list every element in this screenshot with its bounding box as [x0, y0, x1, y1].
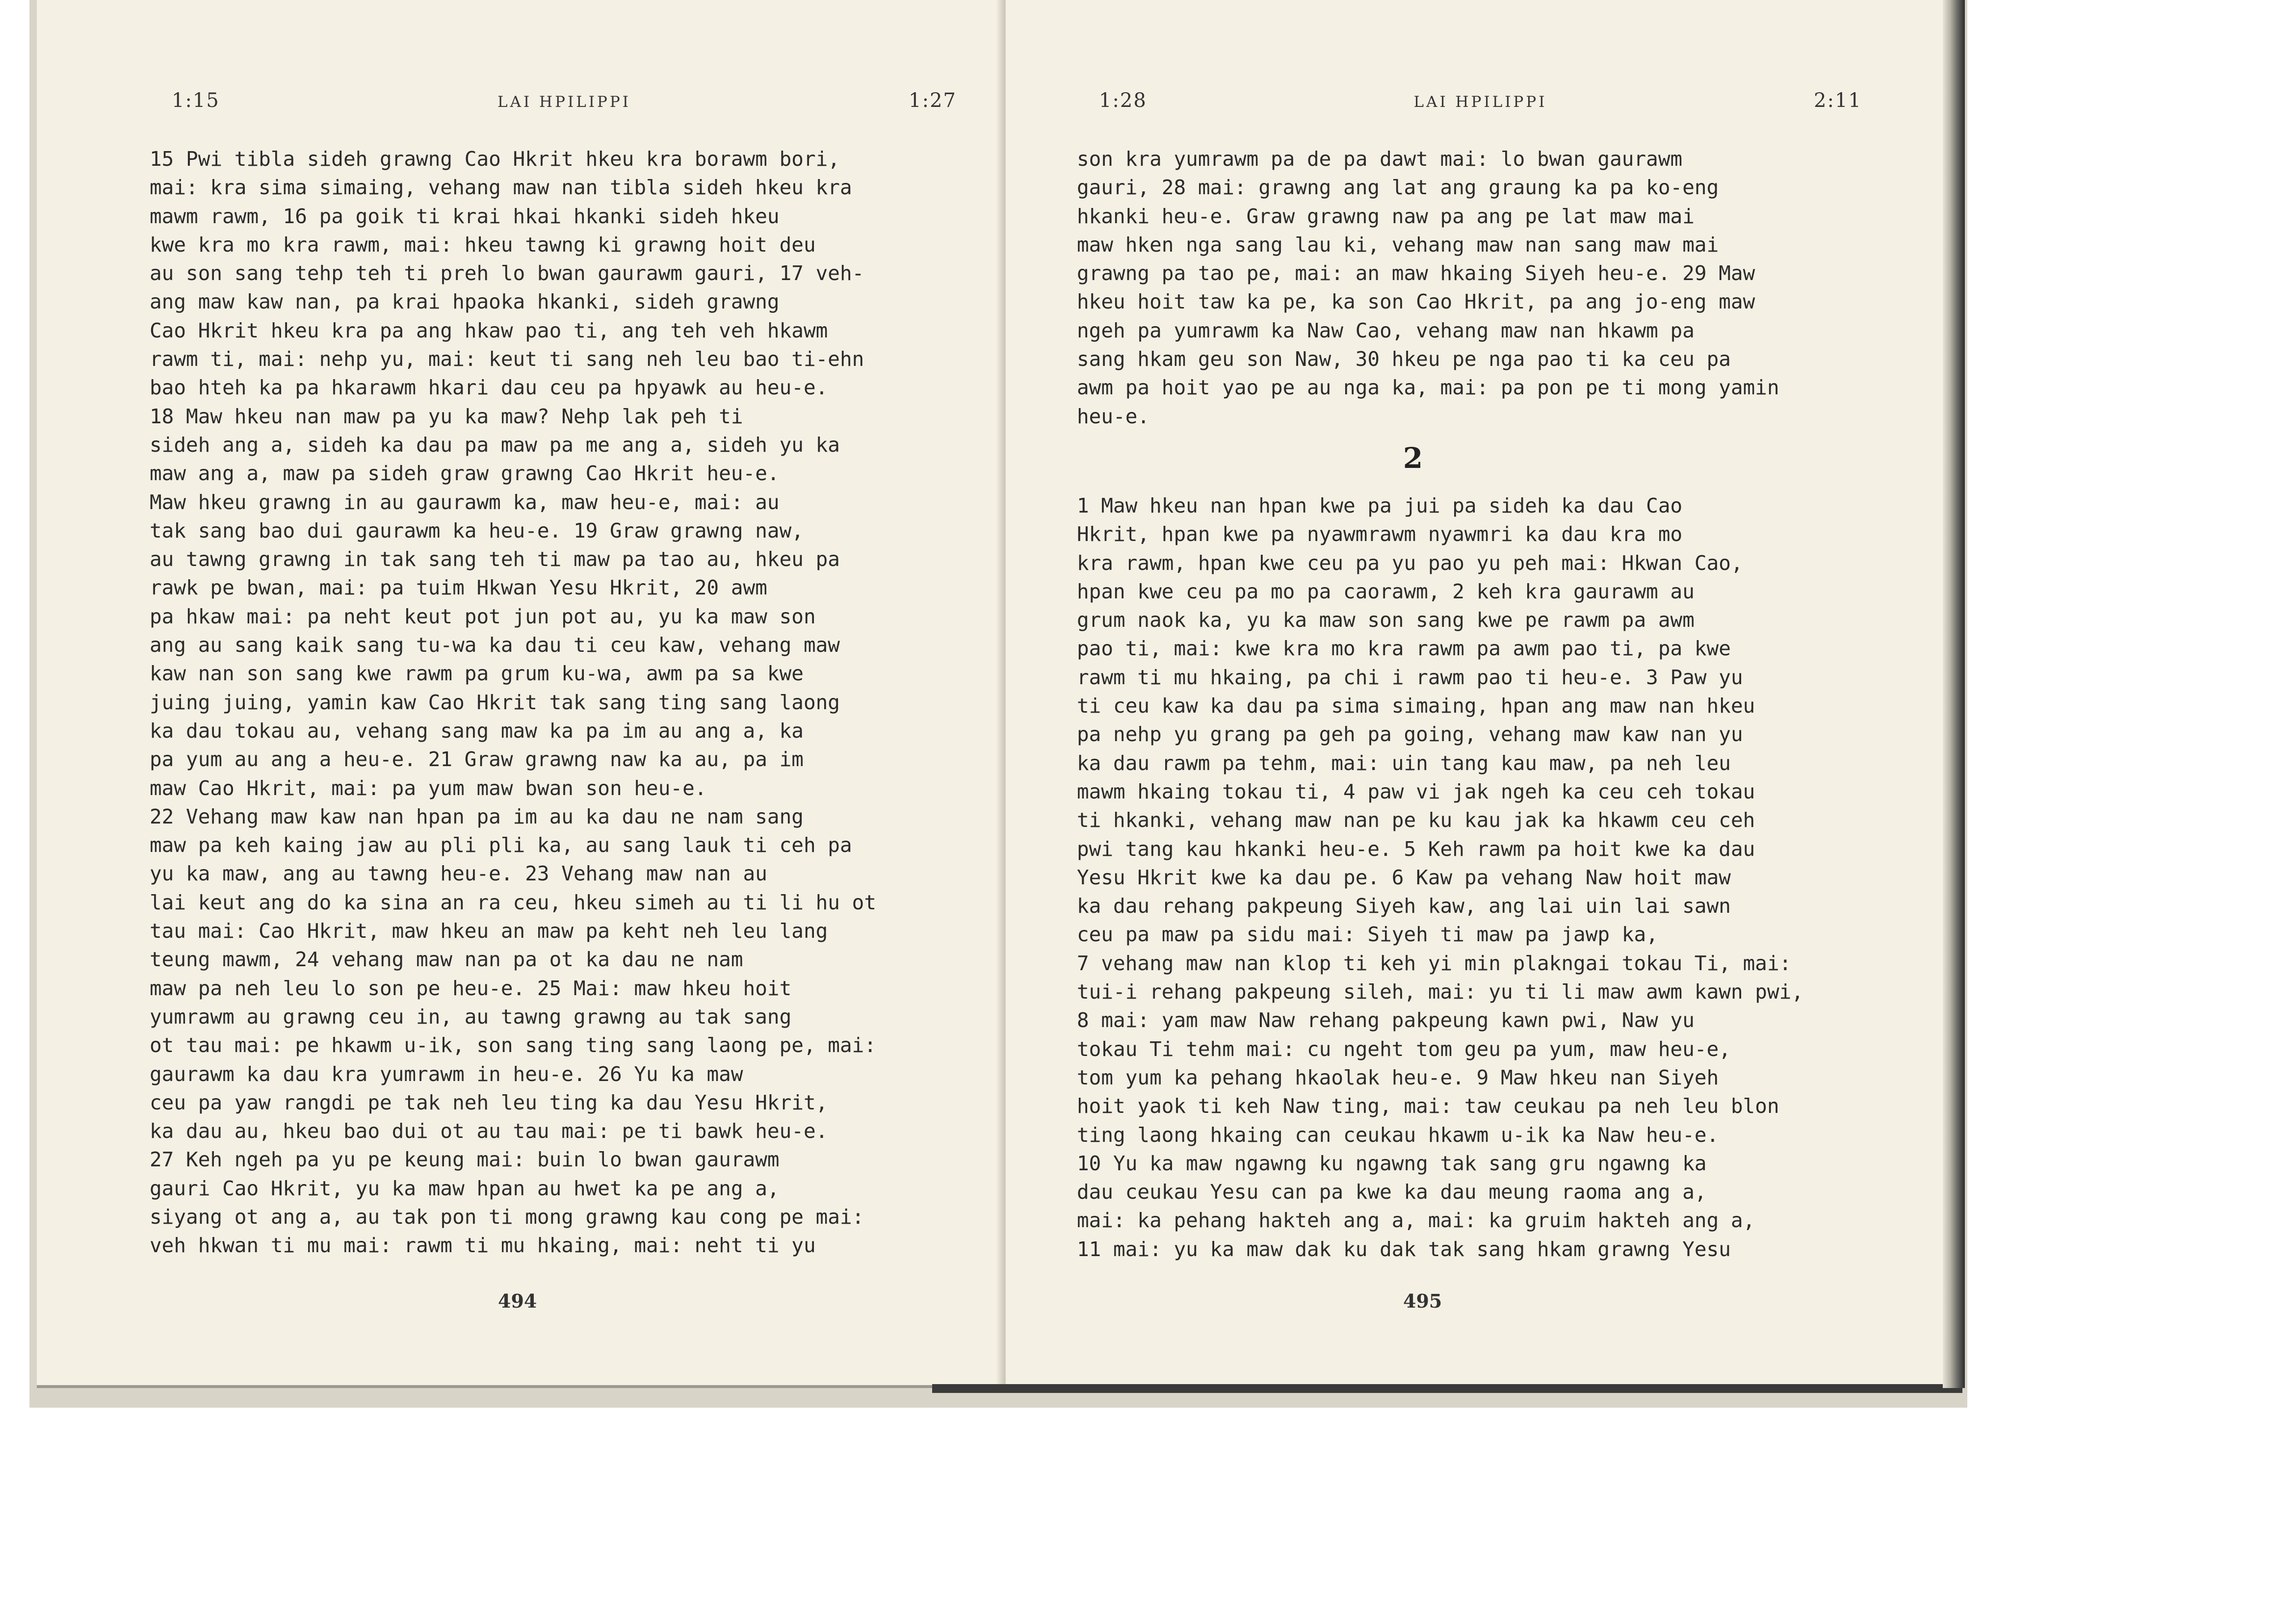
right-page-text-top-line: maw hken nga sang lau ki, vehang maw nan sang maw mai [1077, 232, 1719, 257]
left-page-text-line: 22 Vehang maw kaw nan hpan pa im au ka dau ne nam sang [150, 804, 804, 828]
book-spine-edge [932, 1384, 1962, 1393]
right-page-text-bottom-line: hoit yaok ti keh Naw ting, mai: taw ceukau pa neh leu blon [1077, 1094, 1779, 1118]
left-page-text-line: 18 Maw hkeu nan maw pa yu ka maw? Nehp lak peh ti [150, 404, 743, 428]
left-page-header [172, 89, 957, 124]
left-page-text-line: pa hkaw mai: pa neht keut pot jun pot au, yu ka maw son [150, 604, 816, 628]
left-page-text-line: yu ka maw, ang au tawng heu-e. 23 Vehang maw nan au [150, 862, 767, 886]
left-header-title: LAI HPILIPPI [497, 93, 631, 111]
right-page-text-bottom [1077, 491, 1803, 1263]
right-page-text-bottom-line: pao ti, mai: kwe kra mo kra rawm pa awm pao ti, pa kwe [1077, 637, 1731, 661]
right-page-text-top-line: hkeu hoit taw ka pe, ka son Cao Hkrit, pa ang jo-eng maw [1077, 290, 1755, 314]
left-page-text-line: kaw nan son sang kwe rawm pa grum ku-wa, awm pa sa kwe [150, 662, 804, 686]
left-page-text-line: sideh ang a, sideh ka dau pa maw pa me ang a, sideh yu ka [150, 433, 840, 457]
right-page-text-bottom-line: ka dau rehang pakpeung Siyeh kaw, ang lai uin lai sawn [1077, 894, 1731, 918]
left-page-text-line: pa yum au ang a heu-e. 21 Graw grawng naw ka au, pa im [150, 747, 804, 772]
left-page-text-line: ot tau mai: pe hkawm u-ik, son sang ting sang laong pe, mai: [150, 1033, 877, 1057]
left-page-text-line: au tawng grawng in tak sang teh ti maw pa tao au, hkeu pa [150, 547, 840, 571]
right-page-text-bottom-line: Yesu Hkrit kwe ka dau pe. 6 Kaw pa vehang Naw hoit maw [1077, 865, 1731, 889]
right-page-text-bottom-line: rawm ti mu hkaing, pa chi i rawm pao ti heu-e. 3 Paw yu [1077, 665, 1743, 689]
left-page-text-line: mawm rawm, 16 pa goik ti krai hkai hkanki sideh hkeu [150, 204, 780, 228]
left-page-text-line: ceu pa yaw rangdi pe tak neh leu ting ka dau Yesu Hkrit, [150, 1090, 828, 1114]
right-header-ref-end: 2:11 [1814, 89, 1862, 112]
right-page-text-bottom-line: mawm hkaing tokau ti, 4 paw vi jak ngeh ka ceu ceh tokau [1077, 779, 1755, 803]
right-page-text-top-line: awm pa hoit yao pe au nga ka, mai: pa pon pe ti mong yamin [1077, 376, 1779, 400]
right-page-text-top [1077, 145, 1779, 431]
left-page-text-line: juing juing, yamin kaw Cao Hkrit tak sang ting sang laong [150, 690, 840, 714]
right-page [1006, 0, 1953, 1388]
left-page-text-line: Cao Hkrit hkeu kra pa ang hkaw pao ti, ang teh veh hkawm [150, 318, 828, 342]
right-page-text-bottom-line: 11 mai: yu ka maw dak ku dak tak sang hkam grawng Yesu [1077, 1237, 1731, 1261]
left-page-text-line: ang maw kaw nan, pa krai hpaoka hkanki, sideh grawng [150, 290, 780, 314]
left-page-text [150, 145, 876, 1260]
left-page-text-line: rawm ti, mai: nehp yu, mai: keut ti sang neh leu bao ti-ehn [150, 347, 864, 371]
right-header-ref-start: 1:28 [1099, 89, 1147, 112]
right-page-text-bottom-line: tokau Ti tehm mai: cu ngeht tom geu pa yum, maw heu-e, [1077, 1037, 1731, 1061]
left-header-ref-end: 1:27 [909, 89, 957, 112]
left-page-text-line: tau mai: Cao Hkrit, maw hkeu an maw pa keht neh leu lang [150, 919, 828, 943]
right-page-text-bottom-line: Hkrit, hpan kwe pa nyawmrawm nyawmri ka dau kra mo [1077, 522, 1683, 546]
left-page-number: 494 [498, 1290, 537, 1312]
right-page-text-top-line: hkanki heu-e. Graw grawng naw pa ang pe lat maw mai [1077, 204, 1695, 228]
left-page-text-line: siyang ot ang a, au tak pon ti mong grawng kau cong pe mai: [150, 1205, 864, 1229]
right-page-number: 495 [1403, 1290, 1442, 1312]
right-page-text-top-line: grawng pa tao pe, mai: an maw hkaing Siyeh heu-e. 29 Maw [1077, 261, 1755, 285]
right-page-text-bottom-line: pa nehp yu grang pa geh pa going, vehang maw kaw nan yu [1077, 722, 1743, 747]
left-page-text-line: yumrawm au grawng ceu in, au tawng grawng au tak sang [150, 1004, 792, 1029]
left-page [37, 0, 1006, 1388]
right-page-text-bottom-line: 8 mai: yam maw Naw rehang pakpeung kawn pwi, Naw yu [1077, 1008, 1695, 1032]
left-page-text-line: gauri Cao Hkrit, yu ka maw hpan au hwet ka pe ang a, [150, 1176, 780, 1200]
right-page-text-bottom-line: ceu pa maw pa sidu mai: Siyeh ti maw pa jawp ka, [1077, 923, 1658, 947]
left-page-text-line: 15 Pwi tibla sideh grawng Cao Hkrit hkeu kra borawm bori, [150, 147, 840, 171]
left-page-text-line: 27 Keh ngeh pa yu pe keung mai: buin lo bwan gaurawm [150, 1148, 780, 1172]
left-page-text-line: ang au sang kaik sang tu-wa ka dau ti ceu kaw, vehang maw [150, 633, 840, 657]
right-page-text-bottom-line: 10 Yu ka maw ngawng ku ngawng tak sang gru ngawng ka [1077, 1151, 1707, 1175]
left-page-text-line: tak sang bao dui gaurawm ka heu-e. 19 Graw grawng naw, [150, 518, 804, 542]
left-page-text-line: maw Cao Hkrit, mai: pa yum maw bwan son heu-e. [150, 776, 707, 800]
right-page-text-top-line: gauri, 28 mai: grawng ang lat ang graung ka pa ko-eng [1077, 176, 1719, 200]
left-page-text-line: rawk pe bwan, mai: pa tuim Hkwan Yesu Hkrit, 20 awm [150, 576, 767, 600]
right-page-text-top-line: heu-e. [1077, 404, 1150, 428]
left-page-text-line: maw ang a, maw pa sideh graw grawng Cao Hkrit heu-e. [150, 462, 780, 486]
left-page-text-line: ka dau au, hkeu bao dui ot au tau mai: pe ti bawk heu-e. [150, 1119, 828, 1143]
right-page-text-bottom-line: tui-i rehang pakpeung sileh, mai: yu ti li maw awm kawn pwi, [1077, 980, 1804, 1004]
right-page-text-bottom-line: tom yum ka pehang hkaolak heu-e. 9 Maw hkeu nan Siyeh [1077, 1065, 1719, 1089]
right-page-text-bottom-line: hpan kwe ceu pa mo pa caorawm, 2 keh kra gaurawm au [1077, 579, 1695, 603]
right-page-text-bottom-line: ting laong hkaing can ceukau hkawm u-ik ka Naw heu-e. [1077, 1123, 1719, 1147]
left-page-text-line: maw pa keh kaing jaw au pli pli ka, au sang lauk ti ceh pa [150, 833, 852, 857]
left-page-text-line: kwe kra mo kra rawm, mai: hkeu tawng ki grawng hoit deu [150, 232, 816, 257]
right-page-text-bottom-line: mai: ka pehang hakteh ang a, mai: ka gruim hakteh ang a, [1077, 1209, 1755, 1233]
left-page-text-line: Maw hkeu grawng in au gaurawm ka, maw heu-e, mai: au [150, 490, 780, 514]
right-page-text-bottom-line: kra rawm, hpan kwe ceu pa yu pao yu peh mai: Hkwan Cao, [1077, 551, 1743, 575]
left-page-text-line: ka dau tokau au, vehang sang maw ka pa im au ang a, ka [150, 719, 804, 743]
right-page-text-bottom-line: dau ceukau Yesu can pa kwe ka dau meung raoma ang a, [1077, 1180, 1707, 1204]
right-page-text-bottom-line: ti hkanki, vehang maw nan pe ku kau jak ka hkawm ceu ceh [1077, 808, 1755, 832]
left-page-text-line: mai: kra sima simaing, vehang maw nan tibla sideh hkeu kra [150, 176, 852, 200]
right-page-text-top-line: ngeh pa yumrawm ka Naw Cao, vehang maw nan hkawm pa [1077, 318, 1695, 342]
right-page-text-bottom-line: grum naok ka, yu ka maw son sang kwe pe rawm pa awm [1077, 608, 1695, 632]
right-page-text-bottom-line: ti ceu kaw ka dau pa sima simaing, hpan ang maw nan hkeu [1077, 694, 1755, 718]
left-page-text-line: au son sang tehp teh ti preh lo bwan gaurawm gauri, 17 veh- [150, 261, 864, 285]
left-page-text-line: lai keut ang do ka sina an ra ceu, hkeu simeh au ti li hu ot [150, 890, 877, 914]
left-page-text-line: teung mawm, 24 vehang maw nan pa ot ka dau ne nam [150, 948, 743, 972]
right-page-text-bottom-line: pwi tang kau hkanki heu-e. 5 Keh rawm pa hoit kwe ka dau [1077, 837, 1755, 861]
right-page-text-bottom-line: ka dau rawm pa tehm, mai: uin tang kau maw, pa neh leu [1077, 751, 1731, 775]
left-header-ref-start: 1:15 [172, 89, 220, 112]
right-page-text-top-line: son kra yumrawm pa de pa dawt mai: lo bwan gaurawm [1077, 147, 1683, 171]
right-page-text-bottom-line: 1 Maw hkeu nan hpan kwe pa jui pa sideh ka dau Cao [1077, 494, 1683, 517]
right-page-text-top-line: sang hkam geu son Naw, 30 hkeu pe nga pao ti ka ceu pa [1077, 347, 1731, 371]
left-page-text-line: maw pa neh leu lo son pe heu-e. 25 Mai: maw hkeu hoit [150, 976, 792, 1000]
right-header-title: LAI HPILIPPI [1413, 93, 1547, 111]
left-page-text-line: bao hteh ka pa hkarawm hkari dau ceu pa hpyawk au heu-e. [150, 376, 828, 400]
right-page-header [1099, 89, 1862, 124]
chapter-number: 2 [1403, 441, 1423, 475]
right-page-text-bottom-line: 7 vehang maw nan klop ti keh yi min plakngai tokau Ti, mai: [1077, 951, 1792, 975]
left-page-text-line: gaurawm ka dau kra yumrawm in heu-e. 26 Yu ka maw [150, 1062, 743, 1086]
book-cover-edge [1943, 0, 1965, 1388]
left-page-text-line: veh hkwan ti mu mai: rawm ti mu hkaing, mai: neht ti yu [150, 1234, 816, 1258]
